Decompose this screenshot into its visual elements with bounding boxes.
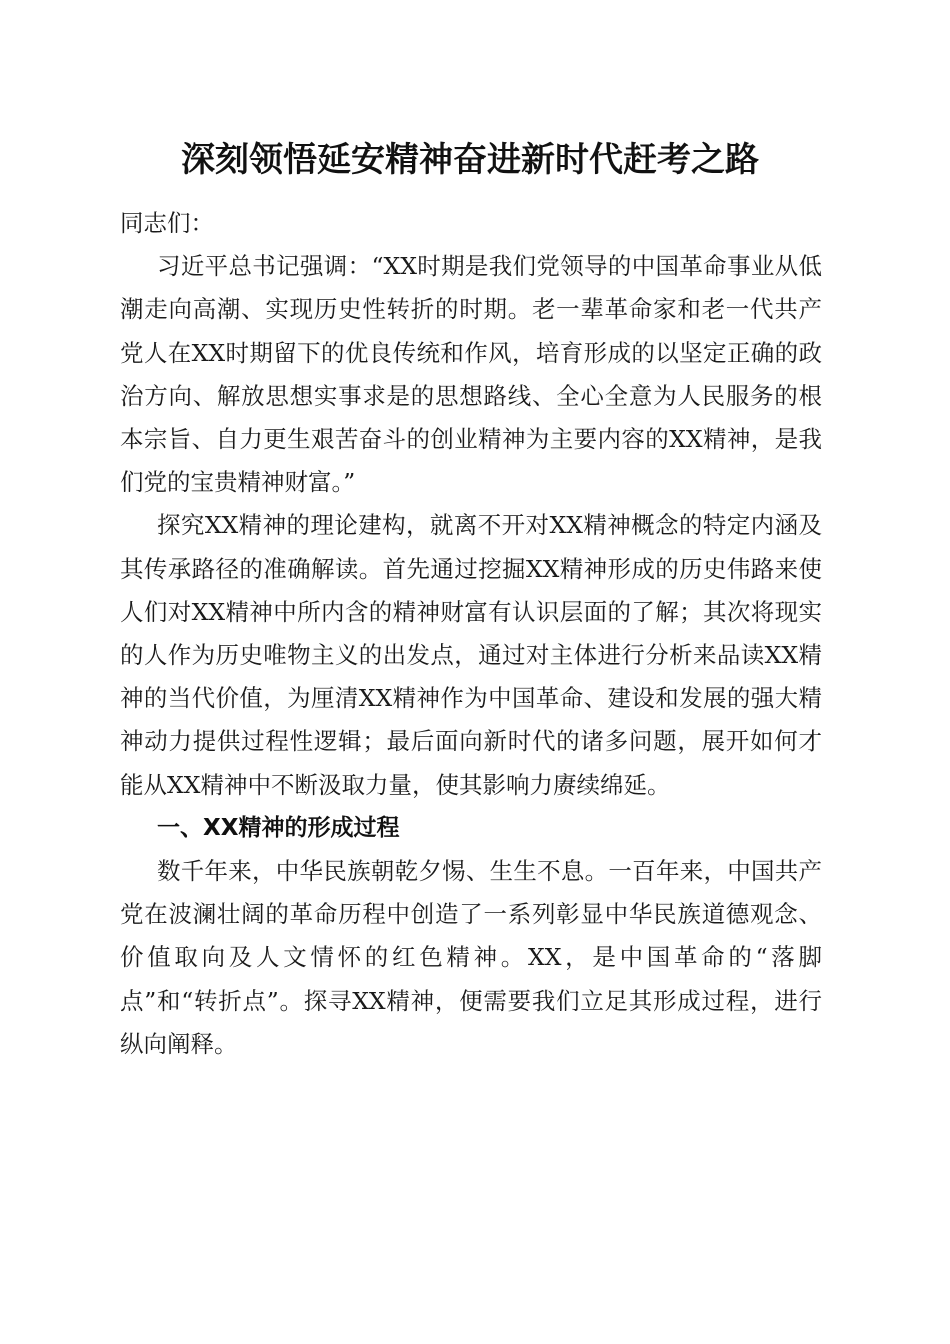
section-heading: 一、XX精神的形成过程 [157,814,400,841]
paragraph-quote: 习近平总书记强调：“XX时期是我们党领导的中国革命事业从低潮走向高潮、实现历史性转折的时期。老一辈革命家和老一代共产党人在XX时期留下的优良传统和作风，培育形成的以坚定正确的政治方向、解放思想实事求是的思想路线、全心全意为人民服务的根本宗旨、自力更生艰苦奋斗的创业精神为主要内容的XX精神，是我们党的宝贵精神财富。” [120,252,822,497]
paragraph-theory: 探究XX精神的理论建构，就离不开对XX精神概念的特定内涵及其传承路径的准确解读。首先通过挖掘XX精神形成的历史伟路来使人们对XX精神中所内含的精神财富有认识层面的了解；其次将现实的人作为历史唯物主义的出发点，通过对主体进行分析来品读XX精神的当代价值，为厘清XX精神作为中国革命、建设和发展的强大精神动力提供过程性逻辑；最后面向新时代的诸多问题，展开如何才能从XX精神中不断汲取力量，使其影响力赓续绵延。 [120,511,822,799]
document-title: 深刻领悟延安精神奋进新时代赶考之路 [181,140,759,180]
salutation: 同志们： [120,209,214,237]
document-body [120,202,822,1066]
paragraph-section-one: 数千年来，中华民族朝乾夕惕、生生不息。一百年来，中国共产党在波澜壮阔的革命历程中创造了一系列彰显中华民族道德观念、价值取向及人文情怀的红色精神。XX，是中国革命的“落脚点”和“转折点”。探寻XX精神，便需要我们立足其形成过程，进行纵向阐释。 [120,857,822,1058]
